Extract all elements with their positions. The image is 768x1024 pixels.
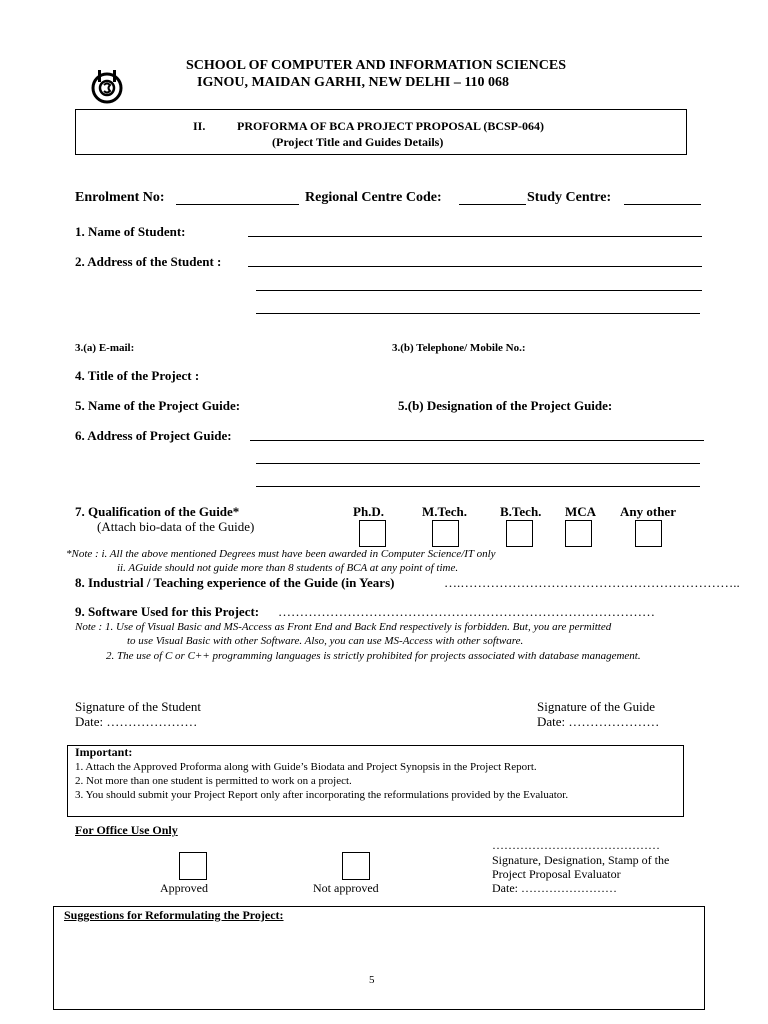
- degree-note-line2: ii. AGuide should not guide more than 8 students of BCA at any point of time.: [117, 562, 459, 574]
- evaluator-signature-label-2: Project Proposal Evaluator: [492, 867, 621, 881]
- guide-address-field-1[interactable]: [250, 440, 704, 441]
- ignou-logo: [88, 68, 126, 106]
- student-address-field-3[interactable]: [256, 313, 700, 314]
- qual-btech-label: B.Tech.: [500, 504, 542, 519]
- qual-mca-checkbox[interactable]: [565, 520, 592, 547]
- guide-designation-label: 5.(b) Designation of the Project Guide:: [398, 398, 613, 413]
- qual-phd-label: Ph.D.: [353, 504, 385, 519]
- form-title: PROFORMA OF BCA PROJECT PROPOSAL (BCSP-064): [237, 119, 545, 133]
- qual-other-label: Any other: [620, 504, 676, 519]
- guide-address-label: 6. Address of Project Guide:: [75, 428, 232, 443]
- guide-signature-date[interactable]: Date: …………………: [537, 714, 660, 729]
- form-subtitle: (Project Title and Guides Details): [272, 135, 444, 149]
- qual-mtech-checkbox[interactable]: [432, 520, 459, 547]
- approved-label: Approved: [160, 881, 208, 895]
- student-address-label: 2. Address of the Student :: [75, 254, 222, 269]
- evaluator-signature-label-1: Signature, Designation, Stamp of the: [492, 853, 670, 867]
- important-item: 3. You should submit your Project Report only after incorporating the reformulations provided by the Evaluator.: [75, 789, 569, 801]
- school-address: IGNOU, MAIDAN GARHI, NEW DELHI – 110 068: [197, 75, 510, 90]
- enrolment-label: Enrolment No:: [75, 190, 165, 205]
- experience-field[interactable]: ….………………………………………………………..: [444, 575, 740, 590]
- evaluator-signature-field[interactable]: ……………………………………: [492, 838, 660, 852]
- software-note-line1: Note : 1. Use of Visual Basic and MS-Access as Front End and Back End respectively is forbidden. But, you are permitted: [75, 621, 612, 633]
- student-name-field[interactable]: [248, 236, 702, 237]
- evaluator-date[interactable]: Date: ……………………: [492, 881, 617, 895]
- important-item: 1. Attach the Approved Proforma along with Guide’s Biodata and Project Synopsis in the Project Report.: [75, 761, 537, 773]
- guide-address-field-2[interactable]: [256, 463, 700, 464]
- email-label: 3.(a) E-mail:: [75, 342, 135, 354]
- degree-note-line1: *Note : i. All the above mentioned Degrees must have been awarded in Computer Science/IT only: [66, 548, 496, 560]
- qual-mca-label: MCA: [565, 504, 597, 519]
- important-item: 2. Not more than one student is permitted to work on a project.: [75, 775, 352, 787]
- student-signature-date[interactable]: Date: …………………: [75, 714, 198, 729]
- qual-btech-checkbox[interactable]: [506, 520, 533, 547]
- student-name-label: 1. Name of Student:: [75, 224, 186, 239]
- student-address-field-1[interactable]: [248, 266, 702, 267]
- page-number: 5: [369, 974, 375, 986]
- study-centre-field[interactable]: [624, 204, 701, 205]
- important-title: Important:: [75, 745, 133, 759]
- qualification-label: 7. Qualification of the Guide*: [75, 504, 240, 519]
- enrolment-field[interactable]: [176, 204, 299, 205]
- not-approved-checkbox[interactable]: [342, 852, 370, 880]
- experience-label: 8. Industrial / Teaching experience of the Guide (in Years): [75, 575, 395, 590]
- project-title-label: 4. Title of the Project :: [75, 368, 200, 383]
- office-use-title: For Office Use Only: [75, 823, 178, 837]
- qual-other-checkbox[interactable]: [635, 520, 662, 547]
- qual-mtech-label: M.Tech.: [422, 504, 468, 519]
- student-address-field-2[interactable]: [256, 290, 702, 291]
- title-number: II.: [193, 119, 206, 133]
- not-approved-label: Not approved: [313, 881, 379, 895]
- school-name: SCHOOL OF COMPUTER AND INFORMATION SCIENCES: [186, 58, 566, 73]
- student-signature-label: Signature of the Student: [75, 699, 202, 714]
- guide-signature-label: Signature of the Guide: [537, 699, 656, 714]
- regional-centre-label: Regional Centre Code:: [305, 190, 442, 205]
- software-note-line3: 2. The use of C or C++ programming languages is strictly prohibited for projects associated with database management.: [106, 650, 641, 662]
- guide-address-field-3[interactable]: [256, 486, 700, 487]
- qual-phd-checkbox[interactable]: [359, 520, 386, 547]
- software-field[interactable]: ……………………………………………………………………………: [278, 604, 655, 619]
- qualification-note: (Attach bio-data of the Guide): [97, 519, 255, 534]
- study-centre-label: Study Centre:: [527, 190, 612, 205]
- approved-checkbox[interactable]: [179, 852, 207, 880]
- telephone-label: 3.(b) Telephone/ Mobile No.:: [392, 342, 526, 354]
- software-note-line2: to use Visual Basic with other Software. Also, you can use MS-Access with other software.: [127, 635, 524, 647]
- guide-name-label: 5. Name of the Project Guide:: [75, 398, 241, 413]
- suggestions-title: Suggestions for Reformulating the Project:: [64, 908, 284, 922]
- regional-centre-field[interactable]: [459, 204, 526, 205]
- software-label: 9. Software Used for this Project:: [75, 604, 260, 619]
